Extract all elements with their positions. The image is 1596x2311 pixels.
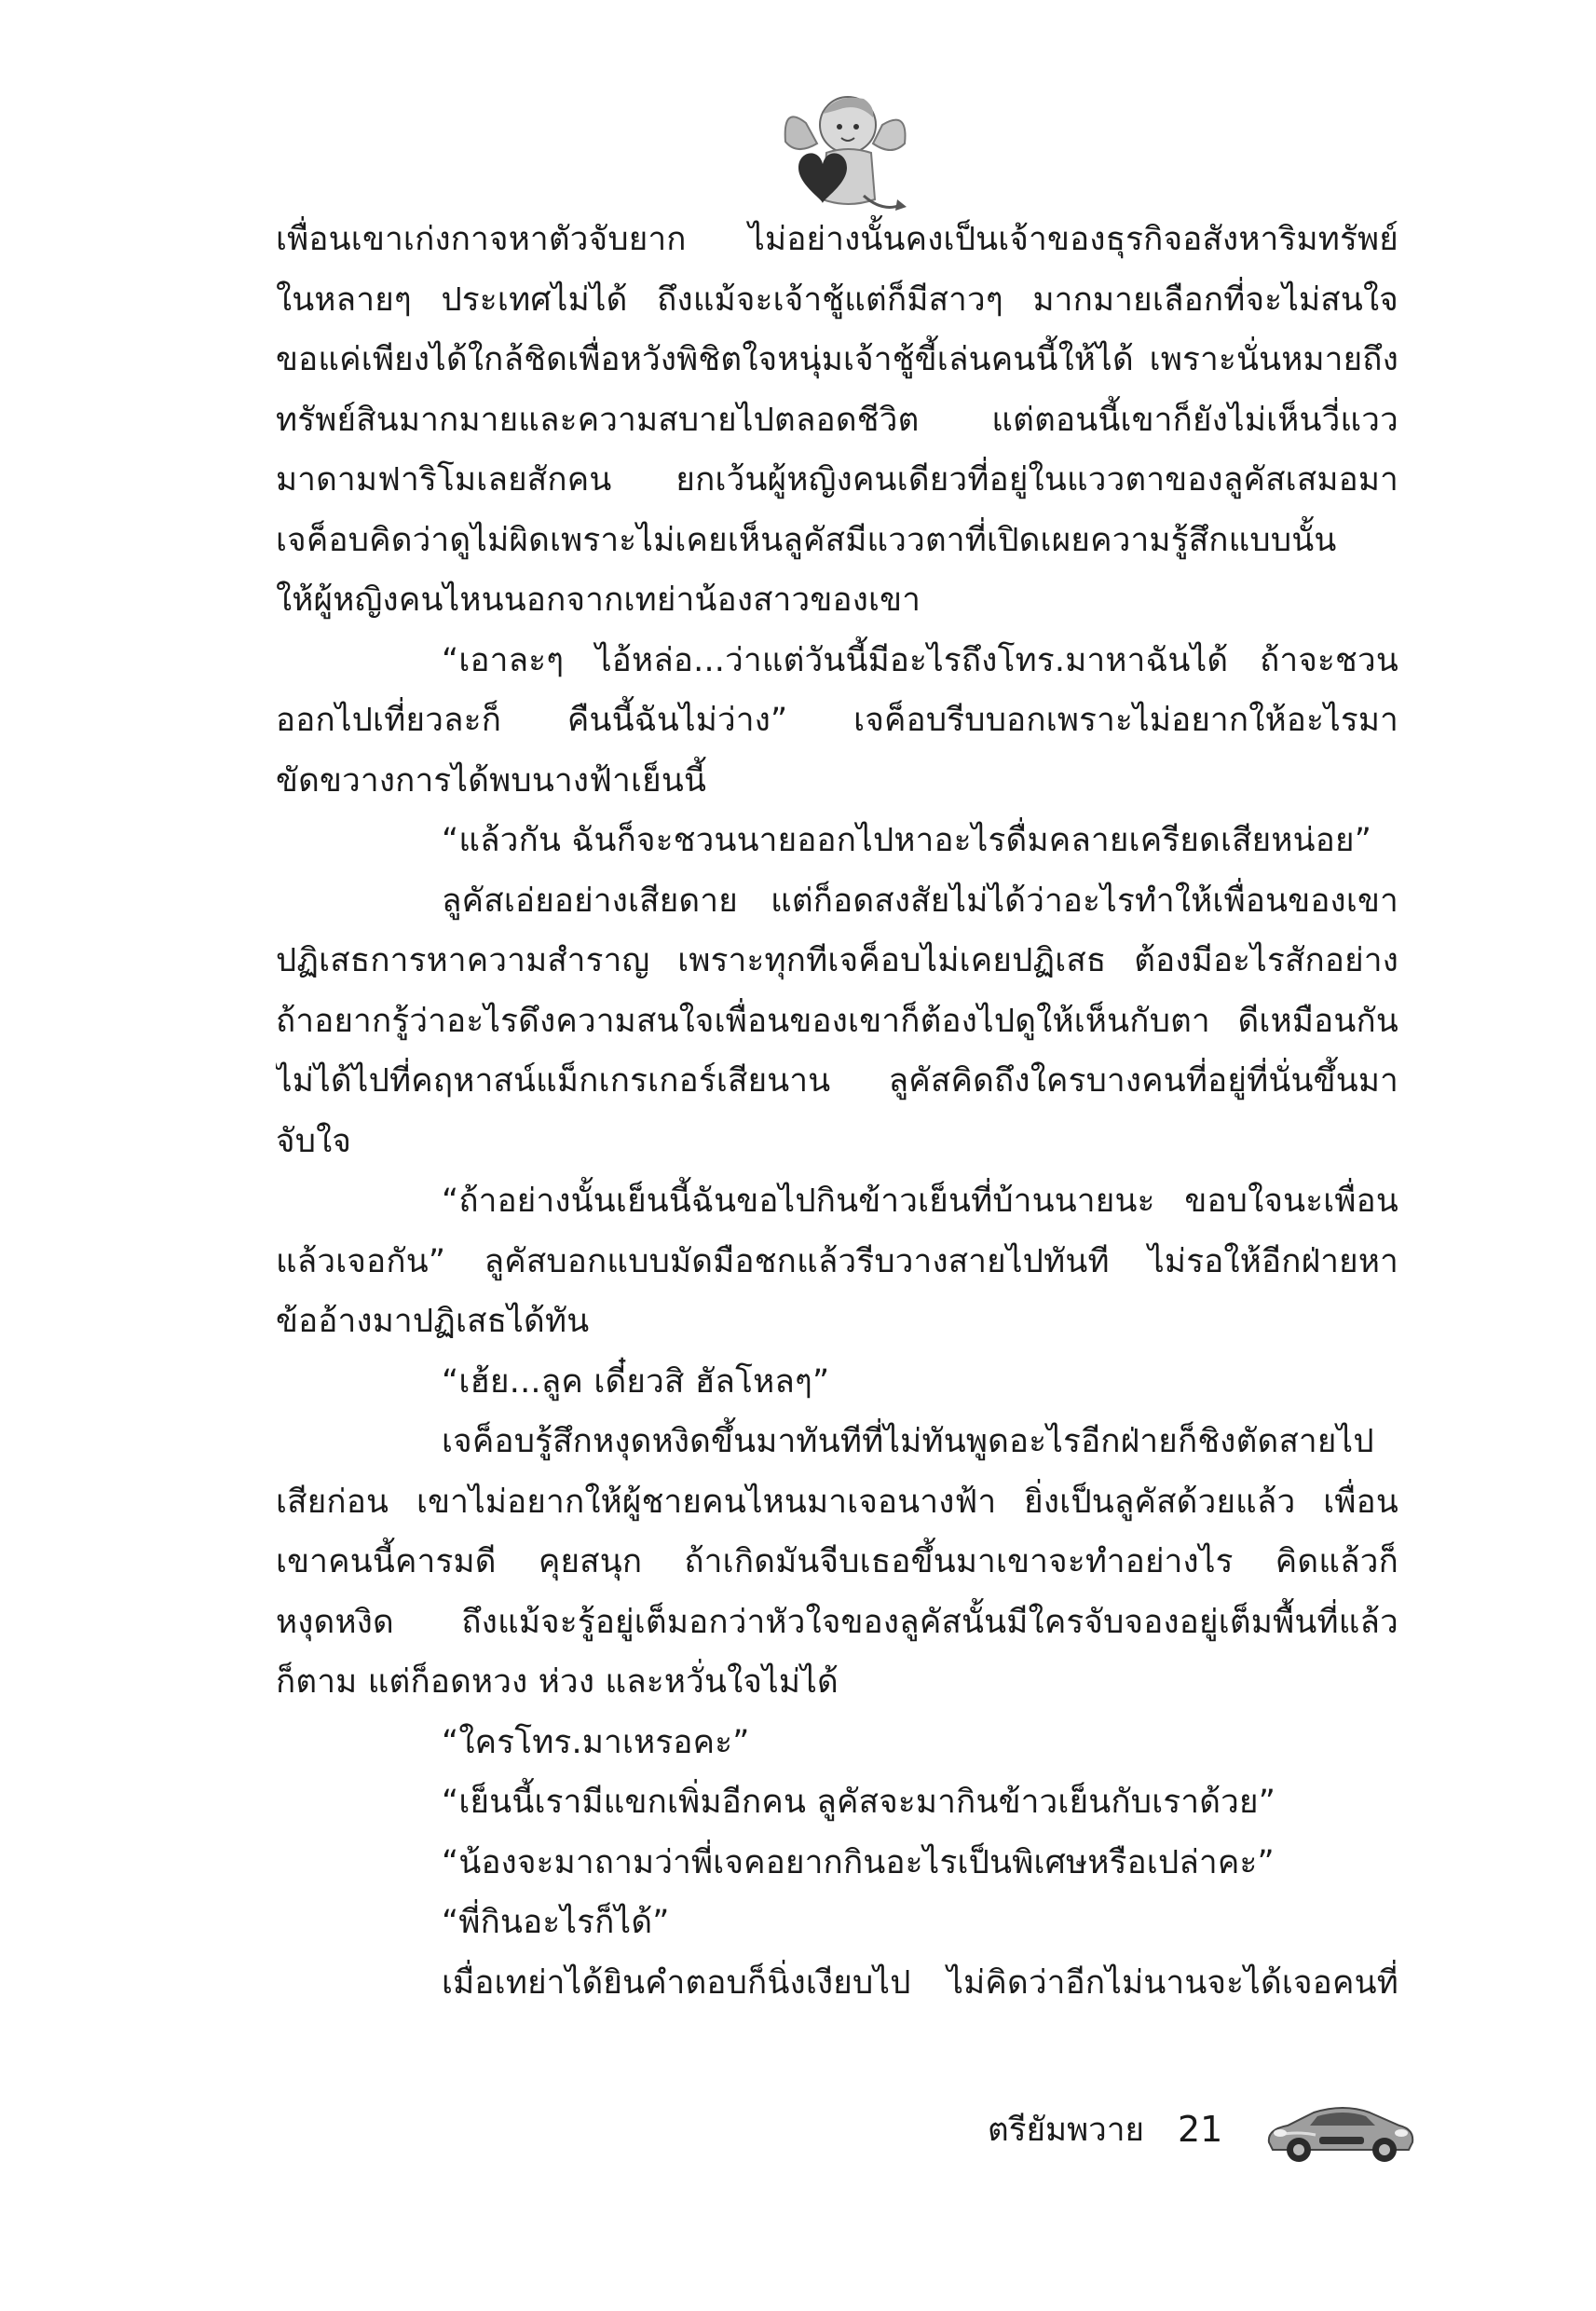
text-line: “เฮ้ย...ลูค เดี๋ยวสิ ฮัลโหลๆ” [442, 1362, 830, 1401]
text-line: เจค็อบคิดว่าดูไม่ผิดเพราะไม่เคยเห็นลูคัสมีแววตาที่เปิดเผยความรู้สึกแบบนั้น [276, 521, 1337, 559]
text-line: “แล้วกัน ฉันก็จะชวนนายออกไปหาอะไรดื่มคลายเครียดเสียหน่อย” [442, 822, 1372, 859]
text-line: แล้วเจอกัน” ลูคัสบอกแบบมัดมือชกแล้วรีบวางสายไปทันที ไม่รอให้อีกฝ่ายหา [276, 1242, 1398, 1280]
text-line: “เย็นนี้เรามีแขกเพิ่มอีกคน ลูคัสจะมากินข้าวเย็นกับเราด้วย” [442, 1784, 1276, 1821]
sports-car-icon [1260, 2092, 1418, 2167]
text-line: ในหลายๆ ประเทศไม่ได้ ถึงแม้จะเจ้าชู้แต่ก็มีสาวๆ มากมายเลือกที่จะไม่สนใจ [276, 280, 1398, 319]
text-line: ออกไปเที่ยวละก็ คืนนี้ฉันไม่ว่าง” เจค็อบรีบบอกเพราะไม่อยากให้อะไรมา [276, 702, 1398, 739]
text-line: ขัดขวางการได้พบนางฟ้าเย็นนี้ [276, 761, 707, 800]
text-line: ไม่ได้ไปที่คฤหาสน์แม็กเกรเกอร์เสียนาน ลูคัสคิดถึงใครบางคนที่อยู่ที่นั่นขึ้นมา [276, 1062, 1398, 1100]
page-number: 21 [1178, 2109, 1223, 2150]
page-footer [988, 2092, 1418, 2167]
text-line: หงุดหงิด ถึงแม้จะรู้อยู่เต็มอกว่าหัวใจของลูคัสนั้นมีใครจับจองอยู่เต็มพื้นที่แล้ว [276, 1603, 1398, 1641]
text-line: ถ้าอยากรู้ว่าอะไรดึงความสนใจเพื่อนของเขาก็ต้องไปดูให้เห็นกับตา ดีเหมือนกัน [276, 1002, 1398, 1040]
text-line: เจค็อบรู้สึกหงุดหงิดขึ้นมาทันทีที่ไม่ทันพูดอะไรอีกฝ่ายก็ชิงตัดสายไป [442, 1423, 1374, 1460]
text-line: ลูคัสเอ่ยอย่างเสียดาย แต่ก็อดสงสัยไม่ได้ว่าอะไรทำให้เพื่อนของเขา [442, 882, 1398, 920]
text-line: “น้องจะมาถามว่าพี่เจคอยากกินอะไรเป็นพิเศษหรือเปล่าคะ” [442, 1843, 1275, 1881]
text-line: มาดามฟาริโมเลยสักคน ยกเว้นผู้หญิงคนเดียวที่อยู่ในแววตาของลูคัสเสมอมา [276, 461, 1398, 499]
body-text [276, 210, 1398, 2013]
text-line: “พี่กินอะไรก็ได้” [442, 1904, 670, 1941]
text-line: เสียก่อน เขาไม่อยากให้ผู้ชายคนไหนมาเจอนางฟ้า ยิ่งเป็นลูคัสด้วยแล้ว เพื่อน [276, 1483, 1398, 1521]
text-line: ปฏิเสธการหาความสำราญ เพราะทุกทีเจค็อบไม่เคยปฏิเสธ ต้องมีอะไรสักอย่าง [276, 942, 1398, 979]
text-line: เพื่อนเขาเก่งกาจหาตัวจับยาก ไม่อย่างนั้นคงเป็นเจ้าของธุรกิจอสังหาริมทรัพย์ [276, 221, 1398, 258]
text-line: เมื่อเทย่าได้ยินคำตอบก็นิ่งเงียบไป ไม่คิดว่าอีกไม่นานจะได้เจอคนที่ [442, 1963, 1398, 2002]
text-line: ทรัพย์สินมากมายและความสบายไปตลอดชีวิต แต่ตอนนี้เขาก็ยังไม่เห็นวี่แวว [276, 401, 1398, 439]
text-line: ให้ผู้หญิงคนไหนนอกจากเทย่าน้องสาวของเขา [276, 581, 921, 619]
text-line: จับใจ [276, 1122, 352, 1160]
text-line: “ถ้าอย่างนั้นเย็นนี้ฉันขอไปกินข้าวเย็นที่บ้านนายนะ ขอบใจนะเพื่อน [442, 1183, 1398, 1220]
cupid-with-heart-icon [778, 86, 913, 226]
text-line: “เอาละๆ ไอ้หล่อ...ว่าแต่วันนี้มีอะไรถึงโทร.มาหาฉันได้ ถ้าจะชวน [442, 641, 1398, 679]
text-line: ขอแค่เพียงได้ใกล้ชิดเพื่อหวังพิชิตใจหนุ่มเจ้าชู้ขี้เล่นคนนี้ให้ได้ เพราะนั่นหมายถึง [276, 341, 1398, 378]
text-line: “ใครโทร.มาเหรอคะ” [442, 1723, 750, 1761]
text-line: เขาคนนี้คารมดี คุยสนุก ถ้าเกิดมันจีบเธอขึ้นมาเขาจะทำอย่างไร คิดแล้วก็ [276, 1543, 1398, 1580]
running-title: ตรียัมพวาย [988, 2111, 1144, 2149]
text-line: ก็ตาม แต่ก็อดหวง ห่วง และหวั่นใจไม่ได้ [276, 1663, 839, 1701]
text-line: ข้ออ้างมาปฏิเสธได้ทัน [276, 1303, 590, 1340]
